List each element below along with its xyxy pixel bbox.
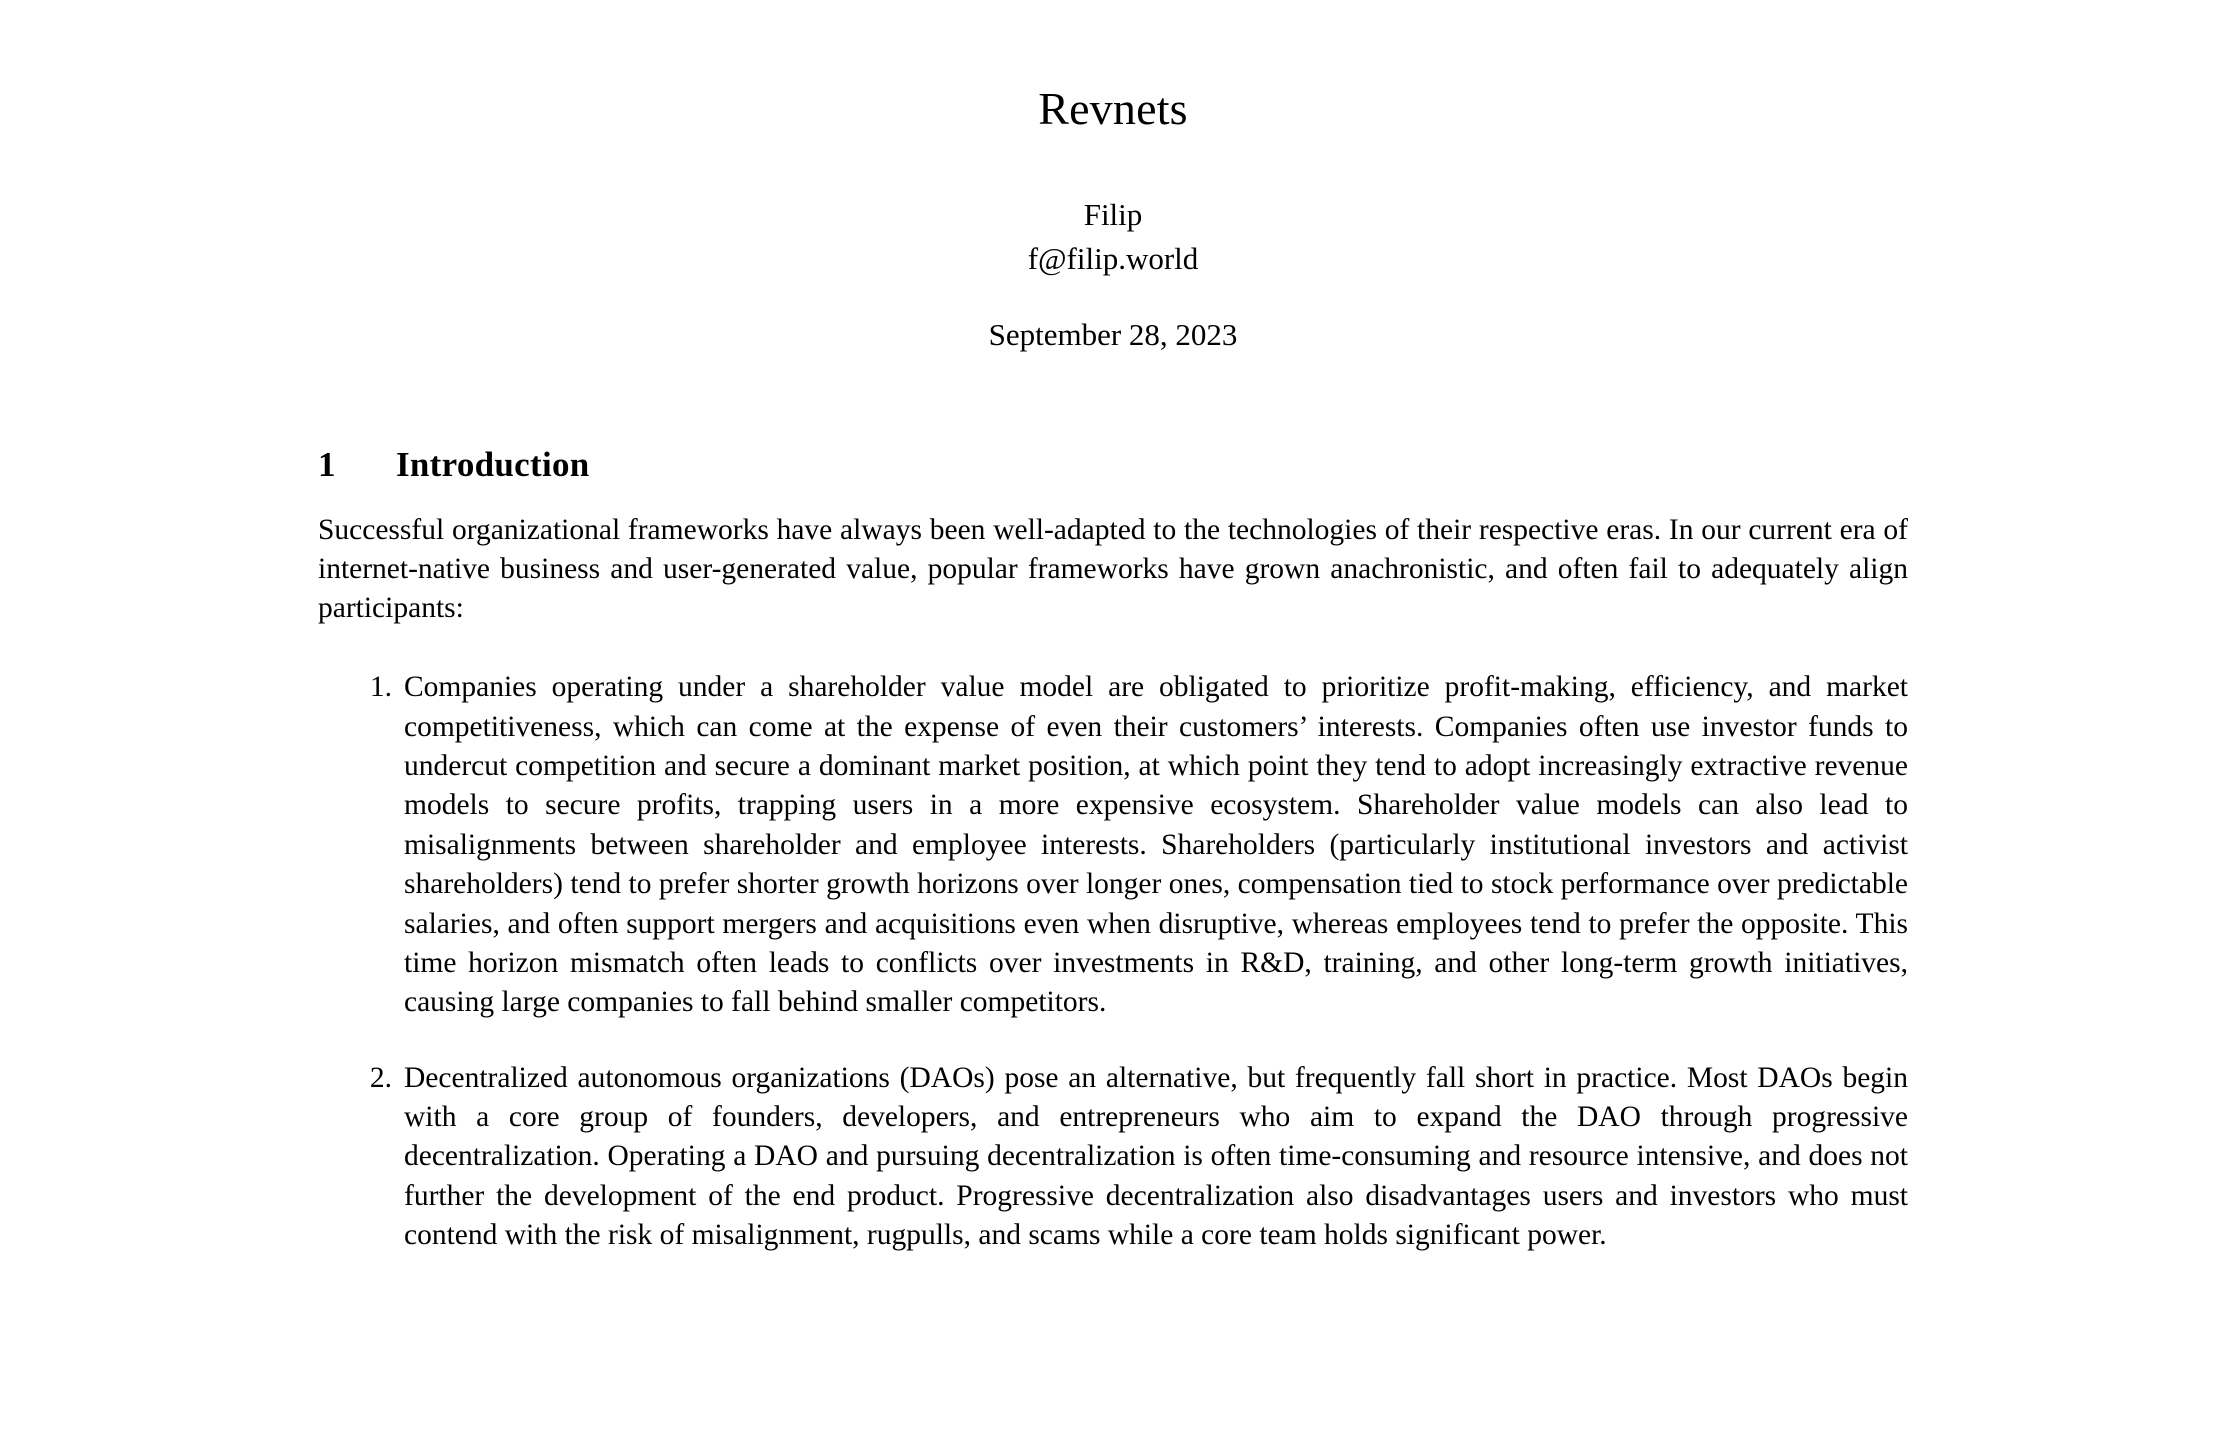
list-item-text: Companies operating under a shareholder value model are obligated to prioritize profit-making, efficiency, and market competitiveness, which can come at the expense of even their customers’ interests. Companies often use investor funds to undercut competition and secure a dominant market position, at which point they tend to adopt increasingly extractive revenue models to secure profits, trapping users in a more expensive ecosystem. Shareholder value models can also lead to misalignments between shareholder and employee interests. Shareholders (particularly institutional investors and activist shareholders) tend to prefer shorter growth horizons over longer ones, compensation tied to stock performance over predictable salaries, and often support mergers and acquisitions even when disruptive, whereas employees tend to prefer the opposite. This time horizon mismatch often leads to conflicts over investments in R&D, training, and other long-term growth initiatives, causing large companies to fall behind smaller competitors. xyxy=(404,671,1908,1019)
author-block xyxy=(318,193,1908,281)
list-item-marker: 1. xyxy=(369,671,392,704)
list-item xyxy=(318,668,1908,1022)
intro-paragraph: Successful organizational frameworks have always been well-adapted to the technologies of their respective eras. In our current era of internet-native business and user-generated value, popular frameworks have grown anachronistic, and often fail to adequately align participants: xyxy=(318,513,1908,625)
page-title: Revnets xyxy=(1038,83,1188,134)
section-heading-introduction xyxy=(318,445,1908,485)
section-number: 1 xyxy=(318,444,336,484)
list-item-marker: 2. xyxy=(369,1061,392,1094)
numbered-list xyxy=(318,668,1908,1255)
section-title: Introduction xyxy=(396,444,590,484)
list-item xyxy=(318,1059,1908,1256)
author-email: f@filip.world xyxy=(1027,240,1199,276)
document-date: September 28, 2023 xyxy=(988,316,1238,352)
author-name: Filip xyxy=(1083,196,1143,232)
document-content xyxy=(318,0,1908,1256)
list-item-text: Decentralized autonomous organizations (DAOs) pose an alternative, but frequently fall short in practice. Most DAOs begin with a core group of founders, developers, and entrepreneurs who aim to expand the DAO through progressive decentralization. Operating a DAO and pursuing decentralization is often time-consuming and resource intensive, and does not further the development of the end product. Progressive decentralization also disadvantages users and investors who must contend with the risk of misalignment, rugpulls, and scams while a core team holds significant power. xyxy=(404,1061,1908,1252)
